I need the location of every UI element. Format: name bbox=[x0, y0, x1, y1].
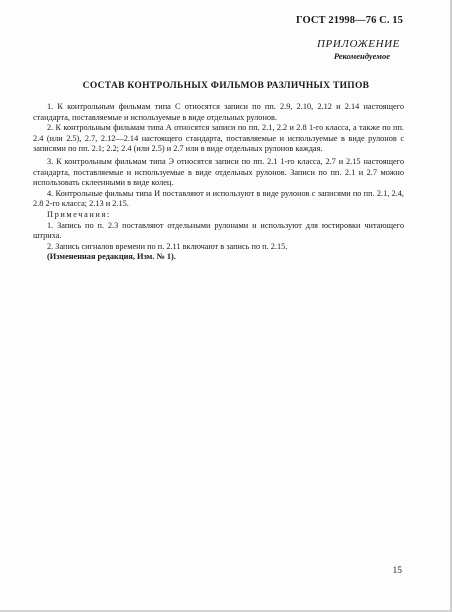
standard-header: ГОСТ 21998—76 С. 15 bbox=[295, 15, 403, 26]
note-2: 2. Запись сигналов времени по п. 2.11 включают в запись по п. 2.15. bbox=[47, 241, 288, 251]
document-body bbox=[33, 102, 404, 263]
amendment-note: (Измененная редакция, Изм. № 1). bbox=[47, 252, 176, 262]
paragraph-3: 3. К контрольным фильмам типа Э относятся записи по пп. 2.1 1-го класса, 2.7 и 2.15 настоящего стандарта, поставляемые и используемые в виде отдельных рулонов. Записи по пп. 2.1 и 2.7 можно использовать склеенными в виде колец. bbox=[33, 156, 404, 188]
appendix-label: ПРИЛОЖЕНИЕ bbox=[317, 38, 400, 50]
note-1: 1. Запись по п. 2.3 поставляют отдельными рулонами и используют для юстировки читающего штриха. bbox=[33, 220, 404, 241]
paragraph-4: 4. Контрольные фильмы типа И поставляют и используют в виде рулонов с записями по пп. 2.1, 2.4, 2.8 2-го класса; 2.13 и 2.15. bbox=[33, 188, 404, 209]
paragraph-1: 1. К контрольным фильмам типа С относятся записи по пп. 2.9, 2.10, 2.12 и 2.14 настоящего стандарта, поставляемые и используемые в виде отдельных рулонов. bbox=[33, 102, 404, 122]
page-number: 15 bbox=[392, 566, 402, 576]
notes-heading: Примечания: bbox=[47, 209, 111, 219]
paragraph-2: 2. К контрольным фильмам типа А относятся записи по пп. 2.1, 2.2 и 2.8 1-го класса, а также по пп. 2.4 (или 2.5), 2.7, 2.12—2.14 настоящего стандарта, поставляемые и используемые в виде рулонов с записями по пп. 2.1; 2.2; 2.4 (или 2.5) и 2.7 или в виде отдельных рулонов каждая. bbox=[33, 123, 404, 154]
section-title: СОСТАВ КОНТРОЛЬНЫХ ФИЛЬМОВ РАЗЛИЧНЫХ ТИПОВ bbox=[82, 81, 370, 91]
appendix-status: Рекомендуемое bbox=[333, 51, 390, 61]
